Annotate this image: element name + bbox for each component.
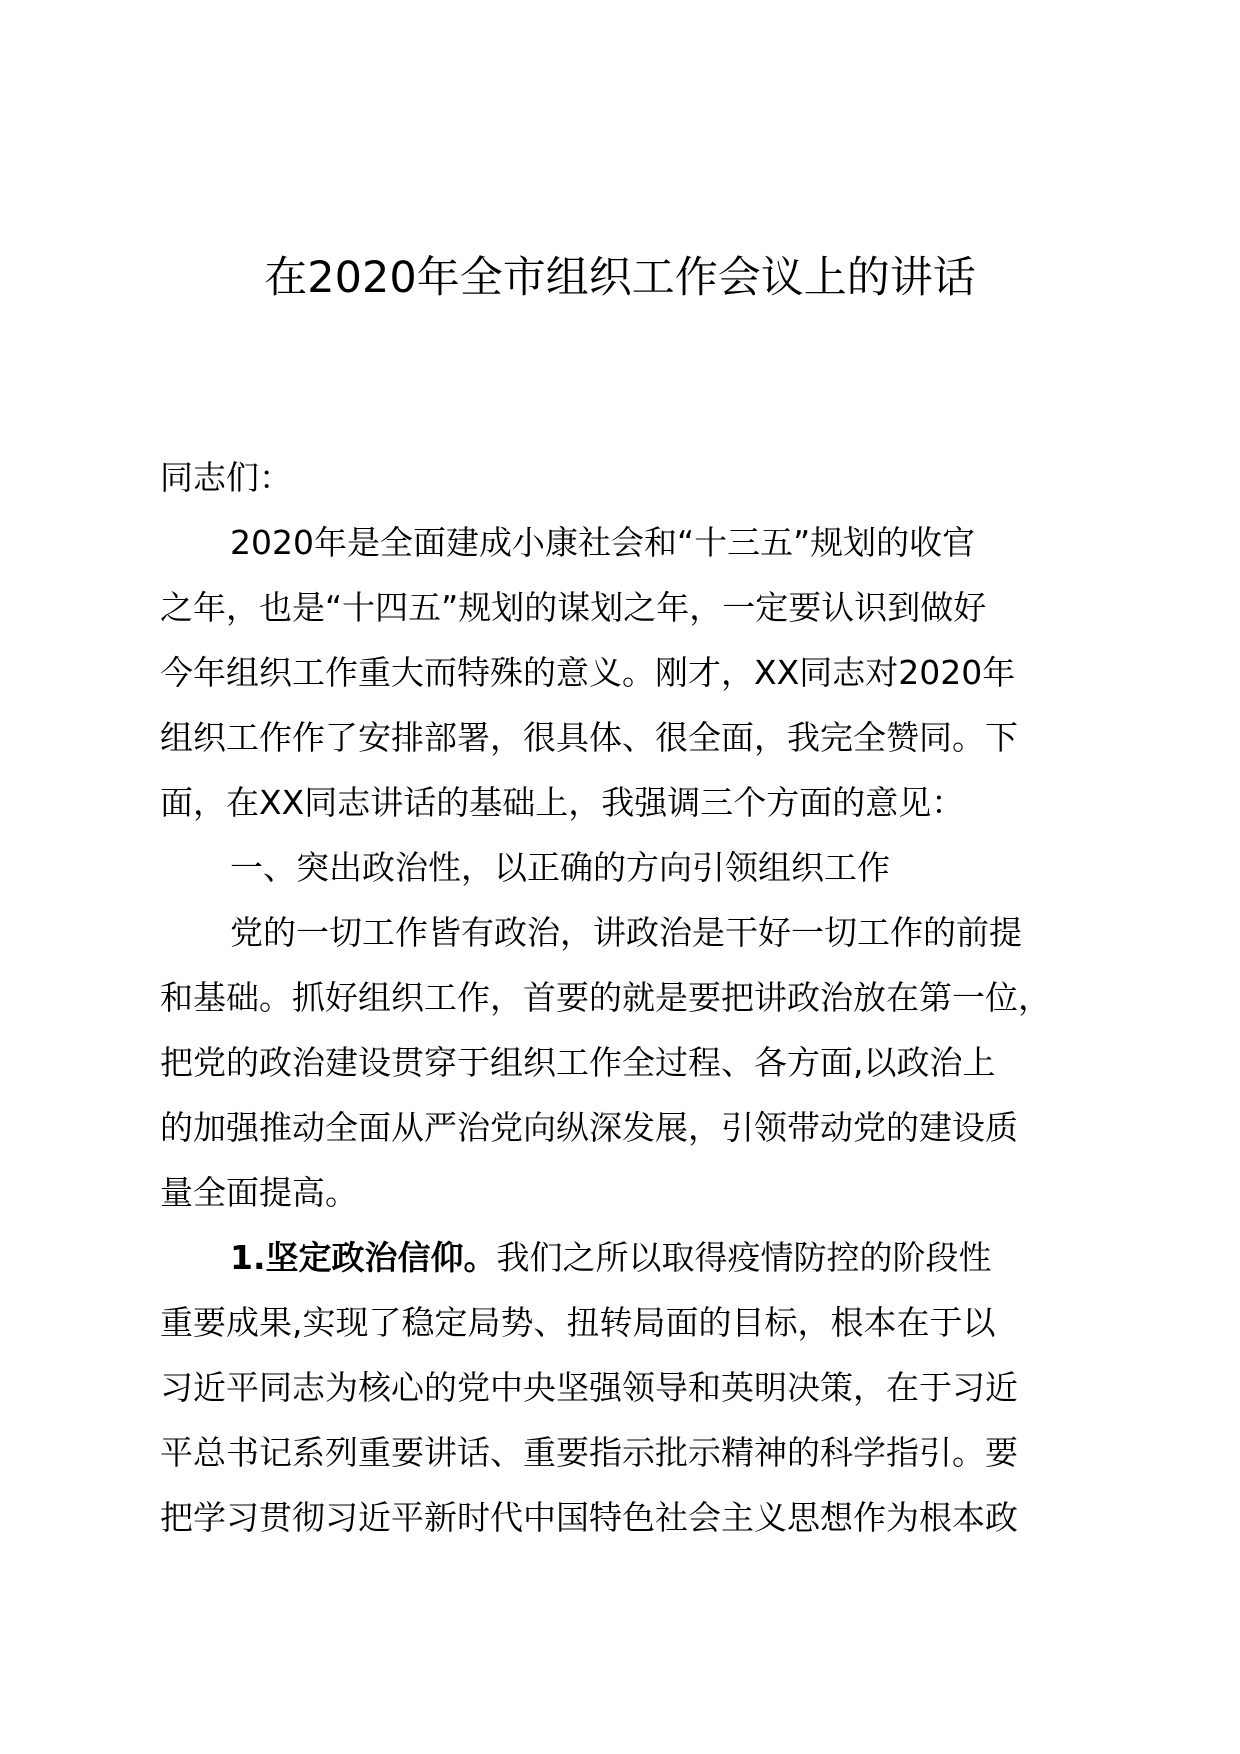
paragraph-line: 的加强推动全面从严治党向纵深发展，引领带动党的建设质 xyxy=(160,1108,1018,1147)
greeting: 同志们： xyxy=(160,458,292,497)
paragraph-line: 之年，也是“十四五”规划的谋划之年，一定要认识到做好 xyxy=(160,588,987,627)
point-1-first-line xyxy=(160,1225,1080,1290)
paragraph-line: 面，在XX同志讲话的基础上，我强调三个方面的意见： xyxy=(160,783,965,822)
paragraph-line: 和基础。抓好组织工作，首要的就是要把讲政治放在第一位， xyxy=(160,978,1051,1017)
document-title: 在2020年全市组织工作会议上的讲话 xyxy=(264,253,976,303)
paragraph-line: 组织工作作了安排部署，很具体、很全面，我完全赞同。下 xyxy=(160,718,1018,757)
document-body xyxy=(160,445,1080,1550)
point-1-first-line-text: 我们之所以取得疫情防控的阶段性 xyxy=(496,1238,992,1277)
paragraph-line: 重要成果,实现了稳定局势、扭转局面的目标，根本在于以 xyxy=(160,1303,996,1342)
paragraph-line: 平总书记系列重要讲话、重要指示批示精神的科学指引。要 xyxy=(160,1433,1018,1472)
paragraph-line: 今年组织工作重大而特殊的意义。刚才，XX同志对2020年 xyxy=(160,653,1016,692)
paragraph-line: 党的一切工作皆有政治，讲政治是干好一切工作的前提 xyxy=(230,913,1022,952)
point-1-heading: 1.坚定政治信仰。 xyxy=(230,1238,497,1277)
paragraph-line: 把党的政治建设贯穿于组织工作全过程、各方面,以政治上 xyxy=(160,1043,996,1082)
section-heading: 一、突出政治性，以正确的方向引领组织工作 xyxy=(230,848,890,887)
paragraph-line: 把学习贯彻习近平新时代中国特色社会主义思想作为根本政 xyxy=(160,1498,1018,1537)
paragraph-line: 习近平同志为核心的党中央坚强领导和英明决策，在于习近 xyxy=(160,1368,1018,1407)
paragraph-line: 量全面提高。 xyxy=(160,1173,358,1212)
paragraph-line: 2020年是全面建成小康社会和“十三五”规划的收官 xyxy=(230,523,976,562)
